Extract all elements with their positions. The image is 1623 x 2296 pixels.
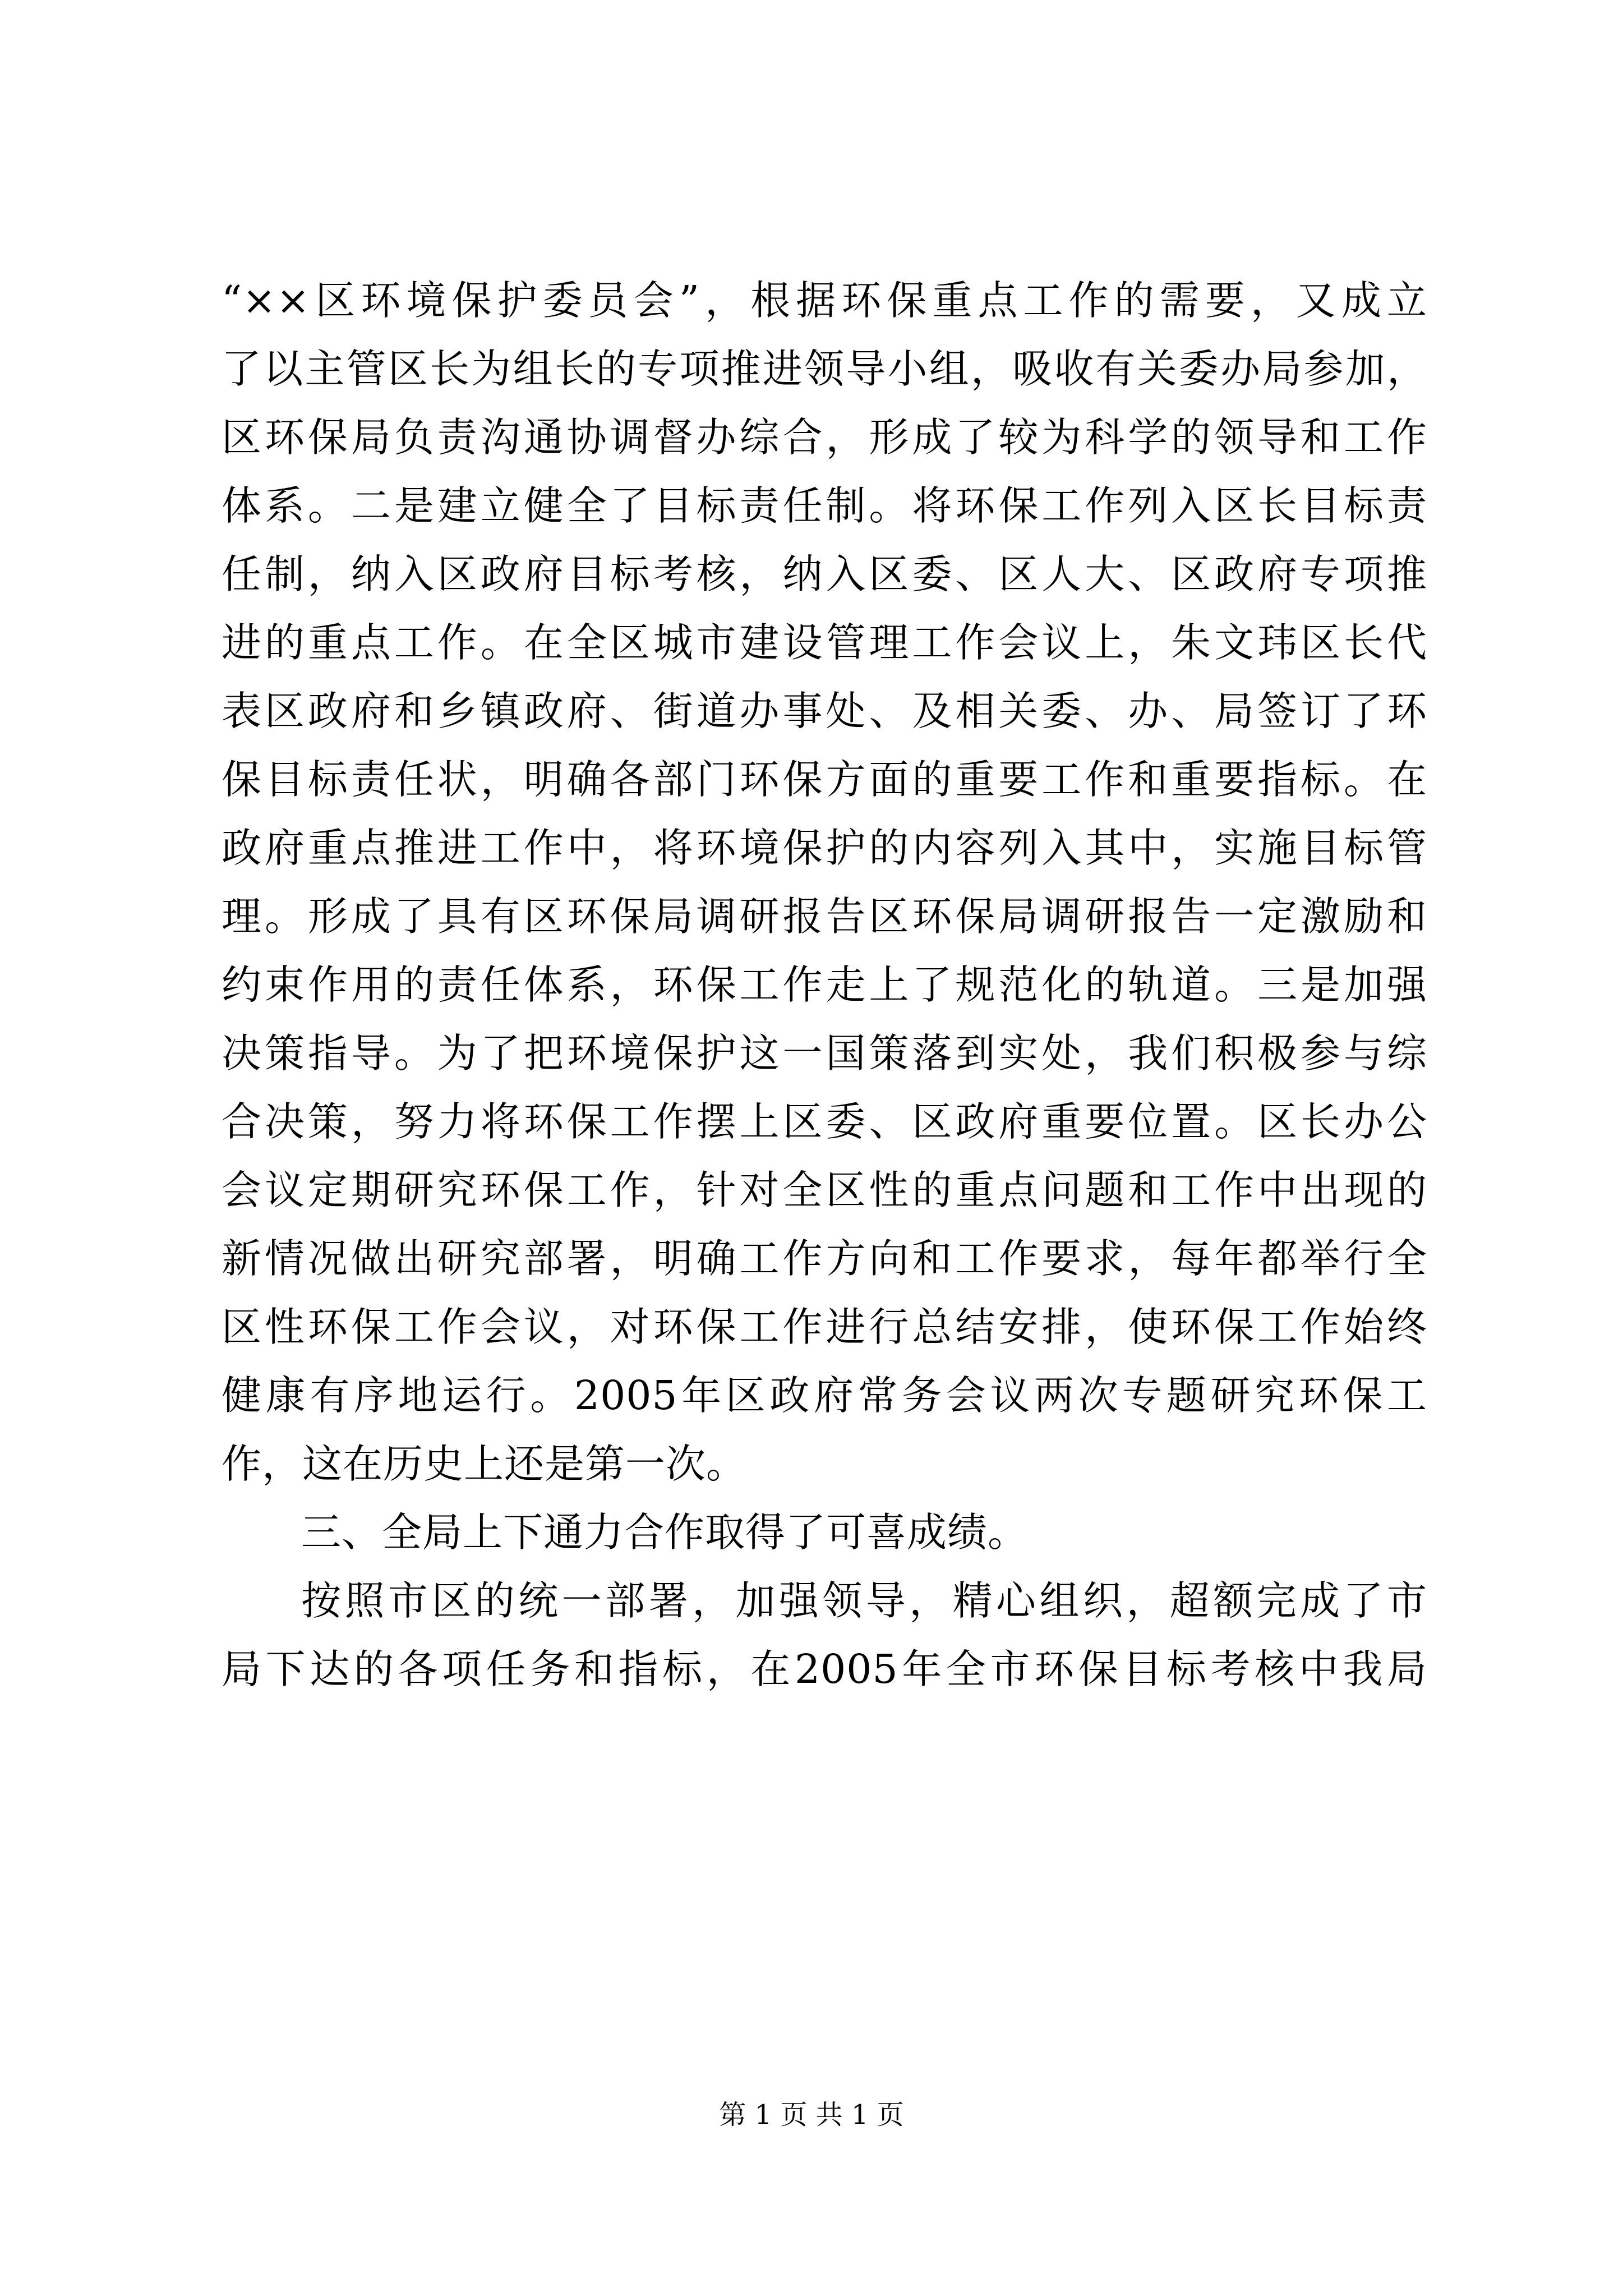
text-line: 表区政府和乡镇政府、街道办事处、及相关委、办、局签订了环 xyxy=(222,688,1427,734)
text-line: 健康有序地运行。2005年区政府常务会议两次专题研究环保工 xyxy=(222,1372,1427,1419)
text-line: 决策指导。为了把环境保护这一国策落到实处，我们积极参与综 xyxy=(222,1030,1427,1076)
text-line: 作，这在历史上还是第一次。 xyxy=(222,1441,747,1487)
text-line: “××区环境保护委员会”，根据环保重点工作的需要，又成立 xyxy=(222,277,1427,324)
page-footer: 第 1 页 共 1 页 xyxy=(719,2099,904,2131)
text-line: 了以主管区长为组长的专项推进领导小组，吸收有关委办局参加， xyxy=(222,346,1427,392)
text-line: 区环保局负责沟通协调督办综合，形成了较为科学的领导和工作 xyxy=(222,414,1427,461)
text-line: 合决策，努力将环保工作摆上区委、区政府重要位置。区长办公 xyxy=(222,1098,1427,1145)
text-line: 约束作用的责任体系，环保工作走上了规范化的轨道。三是加强 xyxy=(222,961,1427,1008)
text-line: 会议定期研究环保工作，针对全区性的重点问题和工作中出现的 xyxy=(222,1167,1427,1213)
text-line: 新情况做出研究部署，明确工作方向和工作要求，每年都举行全 xyxy=(222,1235,1427,1282)
text-line: 体系。二是建立健全了目标责任制。将环保工作列入区长目标责 xyxy=(222,482,1427,529)
text-line: 政府重点推进工作中，将环境保护的内容列入其中，实施目标管 xyxy=(222,825,1427,871)
text-line: 区性环保工作会议，对环保工作进行总结安排，使环保工作始终 xyxy=(222,1304,1427,1350)
body-text xyxy=(222,266,1427,1704)
text-line: 任制，纳入区政府目标考核，纳入区委、区人大、区政府专项推 xyxy=(222,551,1427,597)
text-line: 进的重点工作。在全区城市建设管理工作会议上，朱文玮区长代 xyxy=(222,619,1427,666)
text-line: 局下达的各项任务和指标，在2005年全市环保目标考核中我局 xyxy=(222,1646,1427,1692)
text-line: 理。形成了具有区环保局调研报告区环保局调研报告一定激励和 xyxy=(222,893,1427,940)
text-line: 三、全局上下通力合作取得了可喜成绩。 xyxy=(301,1509,1029,1556)
text-line: 保目标责任状，明确各部门环保方面的重要工作和重要指标。在 xyxy=(222,756,1427,803)
text-line: 按照市区的统一部署，加强领导，精心组织，超额完成了市 xyxy=(301,1577,1427,1624)
